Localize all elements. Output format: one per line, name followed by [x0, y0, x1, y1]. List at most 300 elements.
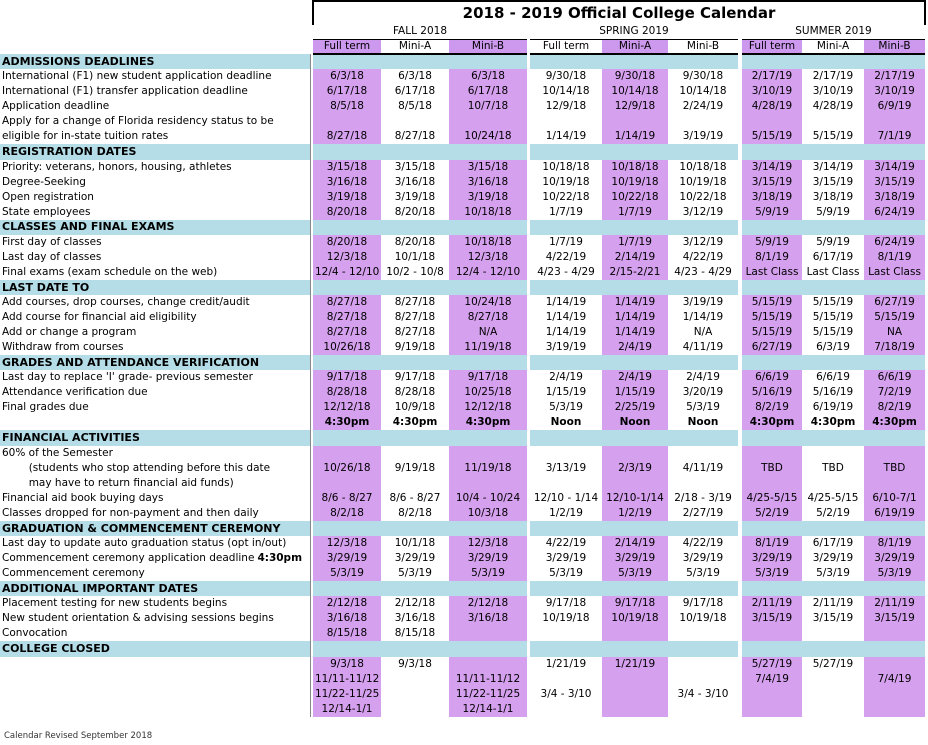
date-cell: 3/19/19: [545, 341, 587, 354]
date-cell: [742, 626, 802, 641]
date-cell: 5/3/19: [398, 567, 432, 580]
date-cell: Last Class: [742, 265, 802, 280]
date-cell: 3/10/19: [864, 84, 925, 99]
section-heading: [0, 144, 310, 159]
date-cell: [742, 114, 802, 129]
date-cell: [602, 476, 668, 491]
date-cell: 12/4 - 12/10: [313, 265, 381, 280]
section-row: [0, 220, 925, 235]
date-cell: 7/4/19: [742, 672, 802, 687]
date-cell: 3/29/19: [682, 552, 724, 565]
row-label: [0, 265, 310, 280]
date-cell: [742, 220, 802, 235]
section-heading: [0, 54, 310, 69]
row-label-text: 60% of the Semester: [2, 446, 113, 459]
date-cell: [381, 280, 449, 295]
date-cell: [381, 702, 449, 717]
row-label-text: International (F1) transfer application deadline: [2, 85, 248, 98]
date-cell: 1/15/19: [545, 386, 587, 399]
table-row: [0, 310, 925, 325]
date-cell: 2/17/19: [742, 69, 802, 84]
date-cell: [602, 114, 668, 129]
date-cell: 3/29/19: [812, 552, 854, 565]
date-cell: [742, 581, 802, 596]
date-cell: [668, 476, 738, 491]
date-cell: [381, 430, 449, 445]
date-cell: 8/27/18: [449, 310, 527, 325]
row-label-text: Placement testing for new students begins: [2, 597, 228, 610]
date-cell: 10/19/18: [602, 175, 668, 190]
date-cell: 11/19/18: [449, 461, 527, 476]
table-row: [0, 250, 925, 265]
date-cell: 7/2/19: [864, 385, 925, 400]
date-cell: [864, 641, 925, 656]
date-cell: 10/22/18: [602, 190, 668, 205]
date-cell: [449, 220, 527, 235]
row-label-text: CLASSES AND FINAL EXAMS: [2, 220, 175, 234]
date-cell: [668, 641, 738, 656]
date-cell: TBD: [864, 461, 925, 476]
table-row: [0, 295, 925, 310]
date-cell: [802, 672, 864, 687]
date-cell: 8/1/19: [864, 250, 925, 265]
date-cell: 1/7/19: [602, 205, 668, 220]
section-row: [0, 430, 925, 445]
date-cell: 10/19/18: [679, 612, 727, 625]
date-cell: 8/2/19: [742, 400, 802, 415]
section-heading: [0, 280, 310, 295]
date-cell: 7/4/19: [864, 672, 925, 687]
date-cell: 9/19/18: [394, 341, 436, 354]
date-cell: [602, 280, 668, 295]
date-cell: 2/17/19: [812, 70, 854, 83]
date-cell: 12/9/18: [545, 100, 587, 113]
date-cell: [530, 702, 602, 717]
date-cell: 8/1/19: [864, 536, 925, 551]
date-cell: 6/9/19: [864, 99, 925, 114]
row-label: [0, 400, 310, 415]
date-cell: 10/19/18: [679, 175, 727, 188]
date-cell: 3/16/18: [449, 611, 527, 626]
date-cell: 8/27/18: [313, 325, 381, 340]
table-row: [0, 400, 925, 415]
date-cell: 3/15/18: [313, 160, 381, 175]
date-cell: 10/18/18: [542, 160, 590, 173]
date-cell: [802, 641, 864, 656]
date-cell: 3/29/19: [602, 551, 668, 566]
date-cell: 12/12/18: [449, 400, 527, 415]
section-row: [0, 144, 925, 159]
date-cell: 12/4 - 12/10: [449, 265, 527, 280]
row-label-text: Last day to update auto graduation status (opt in/out): [2, 537, 287, 550]
date-cell: 3/12/19: [682, 235, 724, 248]
row-label: [0, 491, 310, 506]
date-cell: 4:30pm: [392, 416, 438, 429]
date-cell: 3/29/19: [313, 551, 381, 566]
date-cell: 2/11/19: [812, 597, 854, 610]
row-label-text: New student orientation & advising sessions begins: [2, 612, 274, 625]
date-cell: 5/15/19: [812, 311, 854, 324]
date-cell: [530, 280, 602, 295]
date-cell: 10/26/18: [313, 461, 381, 476]
date-cell: [530, 626, 602, 641]
date-cell: 3/12/19: [682, 205, 724, 218]
date-cell: [802, 144, 864, 159]
date-cell: 10/14/18: [602, 84, 668, 99]
row-label: [0, 235, 310, 250]
date-cell: [864, 476, 925, 491]
date-cell: 8/27/18: [313, 310, 381, 325]
date-cell: 4/23 - 4/29: [537, 265, 595, 278]
date-cell: 7/1/19: [864, 129, 925, 144]
date-cell: 3/14/19: [812, 160, 854, 173]
date-cell: [381, 114, 449, 129]
date-cell: 3/15/18: [394, 160, 436, 173]
column-header: Mini-B: [864, 39, 925, 54]
date-cell: 10/26/18: [313, 340, 381, 355]
date-cell: [530, 476, 602, 491]
date-cell: 2/11/19: [742, 596, 802, 611]
date-cell: [530, 672, 602, 687]
table-row: [0, 175, 925, 190]
calendar-body: [0, 1, 925, 717]
date-cell: 3/15/19: [742, 611, 802, 626]
date-cell: [449, 641, 527, 656]
date-cell: 3/16/18: [449, 175, 527, 190]
date-cell: [449, 430, 527, 445]
date-cell: [313, 446, 381, 461]
date-cell: [530, 220, 602, 235]
date-cell: 6/17/18: [449, 84, 527, 99]
row-label: [0, 461, 310, 476]
date-cell: [864, 220, 925, 235]
row-label-text: Final grades due: [2, 401, 89, 414]
date-cell: 3/16/18: [313, 175, 381, 190]
row-label: [0, 687, 310, 702]
date-cell: [802, 446, 864, 461]
date-cell: 8/27/18: [394, 296, 436, 309]
date-cell: 10/14/18: [679, 85, 727, 98]
date-cell: [313, 114, 381, 129]
date-cell: 2/12/18: [394, 597, 436, 610]
date-cell: [802, 220, 864, 235]
row-label-text: GRADES AND ATTENDANCE VERIFICATION: [2, 356, 260, 370]
date-cell: 10/1/18: [394, 250, 436, 263]
date-cell: 9/17/18: [449, 370, 527, 385]
date-cell: [449, 626, 527, 641]
table-row: [0, 596, 925, 611]
date-cell: 3/19/19: [682, 296, 724, 309]
date-cell: 4/22/19: [545, 250, 587, 263]
date-cell: 11/11-11/12: [313, 672, 381, 687]
column-header: Mini-B: [449, 39, 527, 54]
date-cell: [668, 430, 738, 445]
date-cell: 2/3/19: [602, 461, 668, 476]
row-label-text: Withdraw from courses: [2, 341, 124, 354]
date-cell: 3/29/19: [449, 551, 527, 566]
row-label-text: Add or change a program: [2, 326, 137, 339]
date-cell: 3/15/19: [812, 612, 854, 625]
date-cell: [381, 355, 449, 370]
date-cell: 9/17/18: [313, 370, 381, 385]
date-cell: [802, 687, 864, 702]
date-cell: Noon: [550, 416, 582, 429]
date-cell: 12/10 - 1/14: [533, 491, 599, 504]
date-cell: 2/11/19: [864, 596, 925, 611]
date-cell: 1/14/19: [682, 311, 724, 324]
date-cell: 6/6/19: [864, 370, 925, 385]
date-cell: 2/14/19: [602, 250, 668, 265]
date-cell: 5/3/19: [549, 401, 583, 414]
date-cell: [530, 641, 602, 656]
date-cell: 8/27/18: [313, 129, 381, 144]
date-cell: 1/15/19: [602, 385, 668, 400]
date-cell: 6/3/19: [816, 341, 850, 354]
date-cell: 4/28/19: [742, 99, 802, 114]
date-cell: [802, 430, 864, 445]
date-cell: 8/20/18: [394, 235, 436, 248]
date-cell: [742, 687, 802, 702]
date-cell: 8/6 - 8/27: [389, 491, 441, 504]
row-label: [0, 672, 310, 687]
column-header: Mini-A: [381, 39, 449, 54]
row-label-text: ADDITIONAL IMPORTANT DATES: [2, 581, 199, 595]
column-header-row: [0, 39, 925, 54]
date-cell: 6/17/19: [812, 250, 854, 263]
date-cell: 10/24/18: [449, 295, 527, 310]
row-label-text: FINANCIAL ACTIVITIES: [2, 431, 140, 445]
row-label-text: Commencement ceremony application deadline: [2, 552, 255, 565]
row-label: [0, 114, 310, 129]
table-row: [0, 69, 925, 84]
date-cell: [313, 355, 381, 370]
date-cell: 1/14/19: [545, 296, 587, 309]
date-cell: [381, 521, 449, 536]
section-heading: [0, 355, 310, 370]
date-cell: 3/18/19: [742, 190, 802, 205]
date-cell: [602, 54, 668, 69]
row-label: [0, 99, 310, 114]
date-cell: 8/2/18: [398, 506, 432, 519]
row-label-text: Financial aid book buying days: [2, 491, 164, 504]
row-label: [0, 370, 310, 385]
date-cell: 3/15/18: [449, 160, 527, 175]
date-cell: Noon: [687, 416, 719, 429]
date-cell: [742, 430, 802, 445]
date-cell: 4/22/19: [545, 537, 587, 550]
row-label-text: First day of classes: [2, 235, 102, 248]
section-heading: [0, 581, 310, 596]
date-cell: 5/15/19: [812, 296, 854, 309]
date-cell: Last Class: [806, 265, 860, 278]
table-row: [0, 461, 925, 476]
date-cell: 10/18/18: [449, 235, 527, 250]
date-cell: 1/7/19: [602, 235, 668, 250]
row-label-text: LAST DATE TO: [2, 280, 90, 294]
date-cell: 10/24/18: [449, 129, 527, 144]
date-cell: 9/3/18: [398, 657, 432, 670]
date-cell: 10/22/18: [679, 190, 727, 203]
date-cell: [802, 581, 864, 596]
date-cell: 10/3/18: [449, 506, 527, 521]
table-row: [0, 325, 925, 340]
row-label-text: Last day of classes: [2, 250, 102, 263]
date-cell: [313, 641, 381, 656]
date-cell: [742, 521, 802, 536]
row-label: [0, 566, 310, 581]
row-label: [0, 325, 310, 340]
date-cell: [802, 626, 864, 641]
table-row: [0, 476, 925, 491]
date-cell: Noon: [602, 415, 668, 430]
date-cell: 4/22/19: [682, 250, 724, 263]
date-cell: [530, 446, 602, 461]
date-cell: 8/27/18: [313, 295, 381, 310]
date-cell: [802, 476, 864, 491]
date-cell: [449, 581, 527, 596]
date-cell: 6/3/18: [449, 69, 527, 84]
row-label: [0, 69, 310, 84]
table-row: [0, 702, 925, 717]
date-cell: 10/19/18: [602, 611, 668, 626]
date-cell: 2/15-2/21: [602, 265, 668, 280]
date-cell: 3/14/19: [742, 160, 802, 175]
table-row: [0, 99, 925, 114]
date-cell: [530, 144, 602, 159]
date-cell: 5/27/19: [742, 657, 802, 672]
term-header-spring: SPRING 2019: [530, 25, 738, 39]
date-cell: 4/25-5/15: [807, 491, 859, 504]
date-cell: [668, 280, 738, 295]
date-cell: 3/15/19: [864, 611, 925, 626]
date-cell: [864, 626, 925, 641]
date-cell: 10/19/18: [542, 175, 590, 188]
date-cell: [530, 114, 602, 129]
date-cell: 5/3/19: [742, 566, 802, 581]
table-row: [0, 551, 925, 566]
date-cell: 10/18/18: [679, 160, 727, 173]
date-cell: 2/12/18: [313, 596, 381, 611]
date-cell: 5/3/19: [864, 566, 925, 581]
date-cell: 2/4/19: [602, 370, 668, 385]
date-cell: [742, 476, 802, 491]
date-cell: [668, 702, 738, 717]
revision-note: Calendar Revised September 2018: [4, 731, 153, 741]
table-row: [0, 626, 925, 641]
date-cell: 6/19/19: [864, 506, 925, 521]
date-cell: [449, 54, 527, 69]
date-cell: 2/27/19: [682, 506, 724, 519]
section-row: [0, 521, 925, 536]
date-cell: 10/18/18: [449, 205, 527, 220]
date-cell: 9/17/18: [682, 597, 724, 610]
date-cell: [602, 672, 668, 687]
date-cell: 6/19/19: [812, 401, 854, 414]
date-cell: 9/17/18: [394, 371, 436, 384]
date-cell: 6/17/19: [812, 537, 854, 550]
date-cell: 1/14/19: [602, 325, 668, 340]
date-cell: 11/22-11/25: [313, 687, 381, 702]
date-cell: 3/20/19: [682, 386, 724, 399]
date-cell: 10/1/18: [394, 537, 436, 550]
date-cell: [381, 687, 449, 702]
date-cell: [313, 280, 381, 295]
date-cell: 6/3/18: [398, 70, 432, 83]
date-cell: 6/6/19: [742, 370, 802, 385]
date-cell: 3/19/18: [394, 190, 436, 203]
date-cell: 3/18/19: [812, 190, 854, 203]
row-label-text: Apply for a change of Florida residency status to be: [2, 115, 274, 128]
date-cell: 5/15/19: [742, 295, 802, 310]
date-cell: [668, 672, 738, 687]
date-cell: 1/14/19: [545, 326, 587, 339]
date-cell: 1/14/19: [545, 130, 587, 143]
row-label: [0, 129, 310, 144]
section-row: [0, 641, 925, 656]
date-cell: 7/18/19: [864, 340, 925, 355]
date-cell: 6/6/19: [816, 371, 850, 384]
date-cell: [668, 581, 738, 596]
date-cell: [381, 220, 449, 235]
date-cell: 5/2/19: [742, 506, 802, 521]
date-cell: 3/16/18: [394, 175, 436, 188]
date-cell: 3/16/18: [394, 612, 436, 625]
table-row: [0, 672, 925, 687]
row-label-text: (students who stop attending before this date: [2, 461, 271, 474]
date-cell: [313, 521, 381, 536]
date-cell: [313, 476, 381, 491]
date-cell: [530, 355, 602, 370]
row-label-text: ADMISSIONS DEADLINES: [2, 54, 155, 68]
date-cell: N/A: [449, 325, 527, 340]
date-cell: 1/21/19: [545, 657, 587, 670]
date-cell: 4/11/19: [682, 461, 724, 474]
date-cell: 1/21/19: [602, 657, 668, 672]
row-label: [0, 190, 310, 205]
date-cell: 3/10/19: [812, 85, 854, 98]
date-cell: [381, 581, 449, 596]
row-label-text: COLLEGE CLOSED: [2, 642, 110, 656]
date-cell: 4/25-5/15: [742, 491, 802, 506]
date-cell: [449, 476, 527, 491]
row-label-text: Add courses, drop courses, change credit/audit: [2, 296, 250, 309]
date-cell: 9/19/18: [394, 461, 436, 474]
row-label: [0, 596, 310, 611]
date-cell: 4:30pm: [313, 415, 381, 430]
table-row: [0, 190, 925, 205]
date-cell: [602, 521, 668, 536]
date-cell: 2/14/19: [602, 536, 668, 551]
date-cell: 5/9/19: [816, 235, 850, 248]
date-cell: 8/1/19: [742, 536, 802, 551]
date-cell: 3/4 - 3/10: [677, 687, 729, 700]
date-cell: 10/14/18: [542, 85, 590, 98]
row-label: [0, 702, 310, 717]
date-cell: NA: [864, 325, 925, 340]
table-row: [0, 235, 925, 250]
column-header: Full term: [530, 39, 602, 54]
row-label-text: State employees: [2, 205, 91, 218]
date-cell: [602, 446, 668, 461]
date-cell: 5/3/19: [449, 566, 527, 581]
date-cell: 8/20/18: [313, 205, 381, 220]
date-cell: 8/2/19: [864, 400, 925, 415]
date-cell: [802, 355, 864, 370]
date-cell: 5/15/19: [864, 310, 925, 325]
date-cell: Last Class: [864, 265, 925, 280]
date-cell: [449, 280, 527, 295]
date-cell: 4:30pm: [810, 416, 856, 429]
